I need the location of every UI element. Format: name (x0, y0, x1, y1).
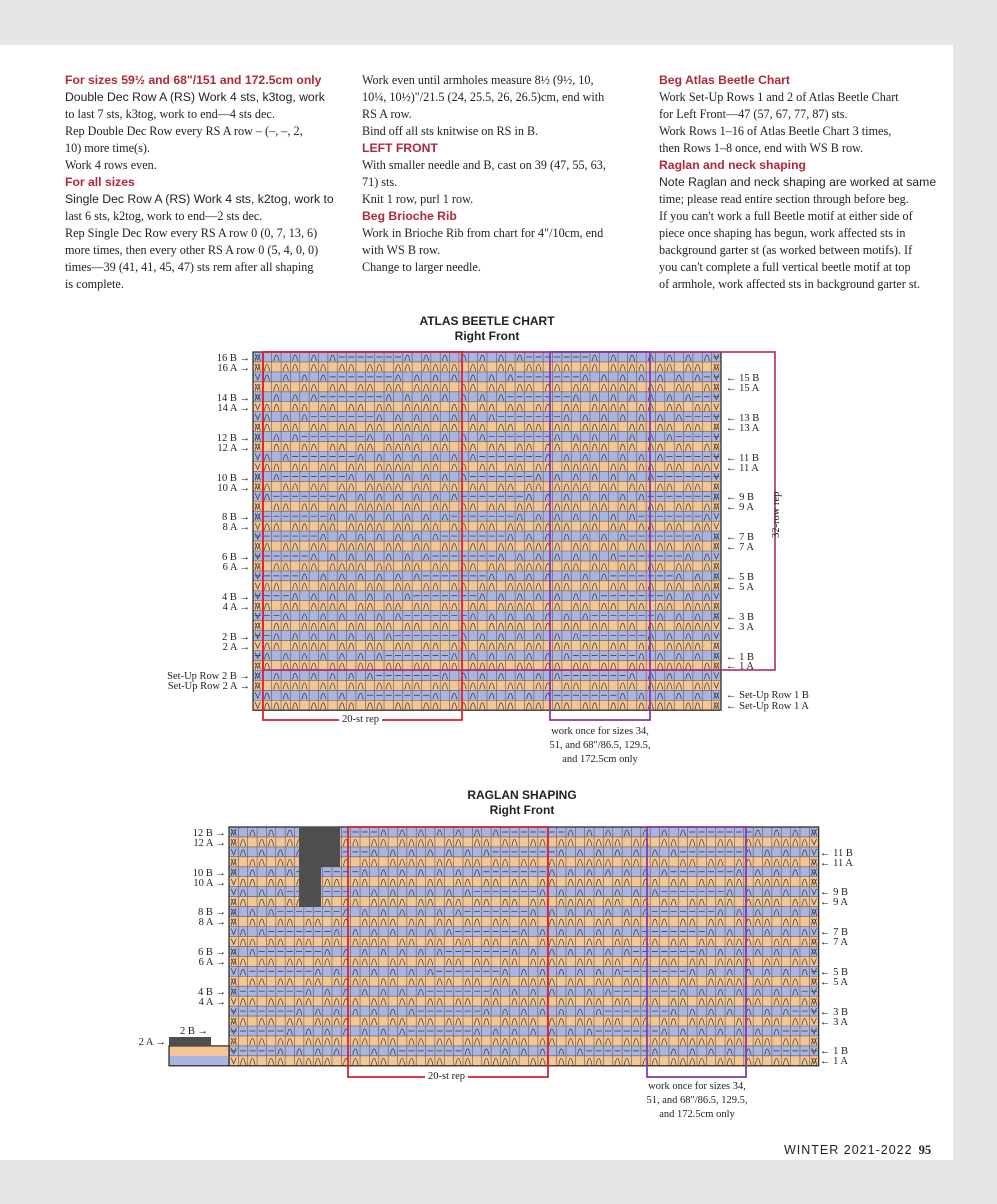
paragraph-line: last 6 sts, k2tog, work to end—2 sts dec. (65, 209, 263, 223)
footer-issue: WINTER 2021-2022 (784, 1143, 913, 1157)
chart2-right-row-label: ← 3 A (820, 1017, 849, 1028)
chart1-title-text: ATLAS BEETLE CHART (419, 314, 555, 328)
paragraph-line: for Left Front—47 (57, 67, 77, 87) sts. (659, 107, 848, 121)
paragraph-line: Work even until armholes measure 8½ (9½, 10, (362, 73, 594, 87)
chart1-left-row-label: 10 A → (217, 483, 250, 494)
chart1-right-row-label: ← Set-Up Row 1 B (726, 690, 809, 701)
chart2-bind-off-cells (169, 1037, 211, 1046)
chart1-left-row-label: 6 B → (221, 552, 250, 563)
chart2-row-band (229, 1056, 819, 1066)
paragraph-line: Bind off all sts knitwise on RS in B. (362, 124, 539, 138)
chart1-note-line: 51, and 68"/86.5, 129.5, (549, 740, 651, 751)
paragraph-line: more times, then every other RS A row 0 (5, 4, 0, 0) (65, 243, 319, 257)
chart1-left-row-label: 10 B → (216, 473, 250, 484)
heading-all-sizes: For all sizes (65, 175, 135, 189)
paragraph-line: Note Raglan and neck shaping are worked at same (659, 175, 937, 189)
chart2-row-band (229, 1026, 819, 1036)
chart2-left-row-label: 4 A → (198, 997, 226, 1008)
chart1-right-row-label: ← 1 B (726, 652, 755, 663)
chart2-right-row-label: ← 9 A (820, 897, 849, 908)
chart2-title-text: RAGLAN SHAPING (467, 788, 577, 802)
chart2-left-row-label: 2 A → (138, 1037, 166, 1048)
chart1-right-row-label: ← 11 B (726, 453, 759, 464)
chart1-left-row-label: 8 B → (221, 512, 250, 523)
chart1-right-row-label: ← 9 A (726, 502, 755, 513)
paragraph-line: Rep Single Dec Row every RS A row 0 (0, 7, 13, 6) (65, 226, 318, 240)
chart1-left-row-label: 6 A → (222, 562, 250, 573)
chart2-right-row-label: ← 7 B (820, 927, 849, 938)
chart1-right-row-label: ← 11 A (726, 463, 759, 474)
paragraph-line: background garter st (as worked between motifs). If (659, 243, 913, 257)
chart1-right-row-label: ← 3 B (726, 612, 755, 623)
paragraph-line: With smaller needle and B, cast on 39 (47, 55, 63, (362, 158, 606, 172)
paragraph-line: 71) sts. (362, 175, 398, 189)
chart2-row-band (229, 996, 819, 1006)
paragraph-line: 10¼, 10½)"/21.5 (24, 25.5, 26, 26.5)cm, end with (362, 90, 605, 104)
chart2-row-band (229, 1046, 819, 1056)
chart1-left-row-label: 16 B → (216, 353, 250, 364)
chart1-subtitle: Right Front (454, 329, 520, 343)
chart2-note-line: and 172.5cm only (659, 1109, 735, 1120)
chart2-right-row-label: ← 7 A (820, 937, 849, 948)
chart2-row-band (229, 1036, 819, 1046)
paragraph-line: then Rows 1–8 once, end with WS B row. (659, 141, 864, 155)
chart2-right-row-label: ← 11 B (820, 848, 853, 859)
paragraph-line: Rep Double Dec Row every RS A row – (–, –, 2, (65, 124, 303, 138)
chart1-left-row-label: 4 A → (222, 602, 250, 613)
paragraph-line: RS A row. (362, 107, 412, 121)
chart2-row-band (229, 917, 819, 927)
chart1-right-row-label: ← 15 A (726, 383, 760, 394)
chart2-no-stitch-block (299, 827, 340, 867)
chart1-note-line: and 172.5cm only (562, 754, 638, 765)
chart2-right-row-label: ← 1 A (820, 1056, 849, 1067)
chart2-left-row-label: 4 B → (197, 987, 226, 998)
paragraph-line: Work Set-Up Rows 1 and 2 of Atlas Beetle Chart (659, 90, 899, 104)
chart2-left-row-label: 12 B → (192, 828, 226, 839)
paragraph-line: to last 7 sts, k3tog, work to end—4 sts dec. (65, 107, 275, 121)
chart2-row-band (229, 966, 819, 976)
chart1-rep-label: 20-st rep (339, 714, 382, 725)
heading-raglan-neck: Raglan and neck shaping (659, 158, 806, 172)
paragraph-line: piece once shaping has begun, work affected sts in (659, 226, 906, 240)
chart1-left-row-label: 8 A → (222, 522, 250, 533)
chart1-right-row-label: ← 7 A (726, 542, 755, 553)
chart2-left-row-label: 8 A → (198, 917, 226, 928)
chart2-note-line: work once for sizes 34, (648, 1081, 746, 1092)
paragraph-line: Double Dec Row A (RS) Work 4 sts, k3tog, work (65, 90, 325, 104)
chart2-extension-row-a (169, 1046, 229, 1056)
chart2-rep-label: 20-st rep (425, 1071, 468, 1082)
chart1-right-row-label: ← 7 B (726, 532, 755, 543)
chart2-row-band (229, 936, 819, 946)
chart2-left-row-label: 10 A → (193, 878, 226, 889)
paragraph-line: of armhole, work affected sts in background garter st. (659, 277, 921, 291)
chart1-left-row-label: Set-Up Row 2 B → (167, 671, 250, 682)
chart2-left-row-label: 12 A → (193, 838, 226, 849)
chart1-right-row-label: ← 15 B (726, 373, 760, 384)
chart2-left-row-label: 8 B → (197, 907, 226, 918)
paragraph-line: times—39 (41, 41, 45, 47) sts rem after all shaping (65, 260, 314, 274)
chart1-left-row-label: 16 A → (217, 363, 250, 374)
chart1-right-row-label: ← 3 A (726, 622, 755, 633)
chart2-row-band (229, 956, 819, 966)
chart1-right-row-label: ← 5 B (726, 572, 755, 583)
chart2-note-line: 51, and 68"/86.5, 129.5, (646, 1095, 748, 1106)
chart2-right-row-label: ← 1 B (820, 1046, 849, 1057)
chart1-left-row-label: 14 B → (216, 393, 250, 404)
paragraph-line: 10) more time(s). (65, 141, 150, 155)
paragraph-line: with WS B row. (362, 243, 441, 257)
paragraph-line: Knit 1 row, purl 1 row. (362, 192, 474, 206)
paragraph-line: time; please read entire section through before beg. (659, 192, 909, 206)
chart1-left-row-label: 2 A → (222, 642, 250, 653)
chart1-left-row-label: 14 A → (217, 403, 250, 414)
chart1-right-row-label: ← Set-Up Row 1 A (726, 701, 809, 712)
paragraph-line: you can't complete a full vertical beetle motif at top (659, 260, 911, 274)
chart2-left-row-label: 10 B → (192, 868, 226, 879)
chart2-left-row-label: 6 B → (197, 947, 226, 958)
paragraph-line: Work Rows 1–16 of Atlas Beetle Chart 3 times, (659, 124, 892, 138)
chart1-right-row-label: ← 9 B (726, 492, 755, 503)
paragraph-line: Single Dec Row A (RS) Work 4 sts, k2tog, work to (65, 192, 334, 206)
paragraph-line: Work 4 rows even. (65, 158, 157, 172)
paragraph-line: If you can't work a full Beetle motif at either side of (659, 209, 913, 223)
heading-sizes-59-68: For sizes 59½ and 68"/151 and 172.5cm only (65, 73, 322, 87)
chart1-right-row-label: ← 13 A (726, 423, 760, 434)
chart1-left-row-label: 12 B → (216, 433, 250, 444)
page-number: 95 (918, 1143, 932, 1157)
heading-atlas-beetle: Beg Atlas Beetle Chart (659, 73, 790, 87)
chart2-right-row-label: ← 9 B (820, 887, 849, 898)
heading-left-front: LEFT FRONT (362, 141, 438, 155)
chart2-right-row-label: ← 3 B (820, 1007, 849, 1018)
chart2-subtitle: Right Front (489, 803, 555, 817)
chart1-left-row-label: 2 B → (221, 632, 250, 643)
chart2-right-row-label: ← 5 B (820, 967, 849, 978)
paragraph-line: Change to larger needle. (362, 260, 481, 274)
chart2-row-band (229, 976, 819, 986)
chart2-left-row-label: 6 A → (198, 957, 226, 968)
chart2-extension-row-b (169, 1056, 229, 1066)
chart1-note-line: work once for sizes 34, (551, 726, 649, 737)
chart1-right-row-label: ← 5 A (726, 582, 755, 593)
chart1-row-rep-label: 32-row rep (771, 491, 782, 538)
chart2-right-row-label: ← 11 A (820, 858, 853, 869)
paragraph-line: Work in Brioche Rib from chart for 4"/10cm, end (362, 226, 604, 240)
chart1-right-row-label: ← 13 B (726, 413, 760, 424)
chart1-left-row-label: Set-Up Row 2 A → (167, 681, 250, 692)
chart1-right-row-label: ← 1 A (726, 661, 755, 672)
chart2-row-band (229, 1016, 819, 1026)
chart2-left-row-label: 2 B → (179, 1026, 208, 1037)
chart2-row-band (229, 986, 819, 996)
chart2-right-row-label: ← 5 A (820, 977, 849, 988)
chart2-row-band (229, 1006, 819, 1016)
chart2-no-stitch-block (299, 867, 321, 907)
chart1-left-row-label: 12 A → (217, 443, 250, 454)
heading-brioche-rib: Beg Brioche Rib (362, 209, 457, 223)
paragraph-line: is complete. (65, 277, 124, 291)
page-footer (784, 1143, 931, 1158)
chart1-left-row-label: 4 B → (221, 592, 250, 603)
